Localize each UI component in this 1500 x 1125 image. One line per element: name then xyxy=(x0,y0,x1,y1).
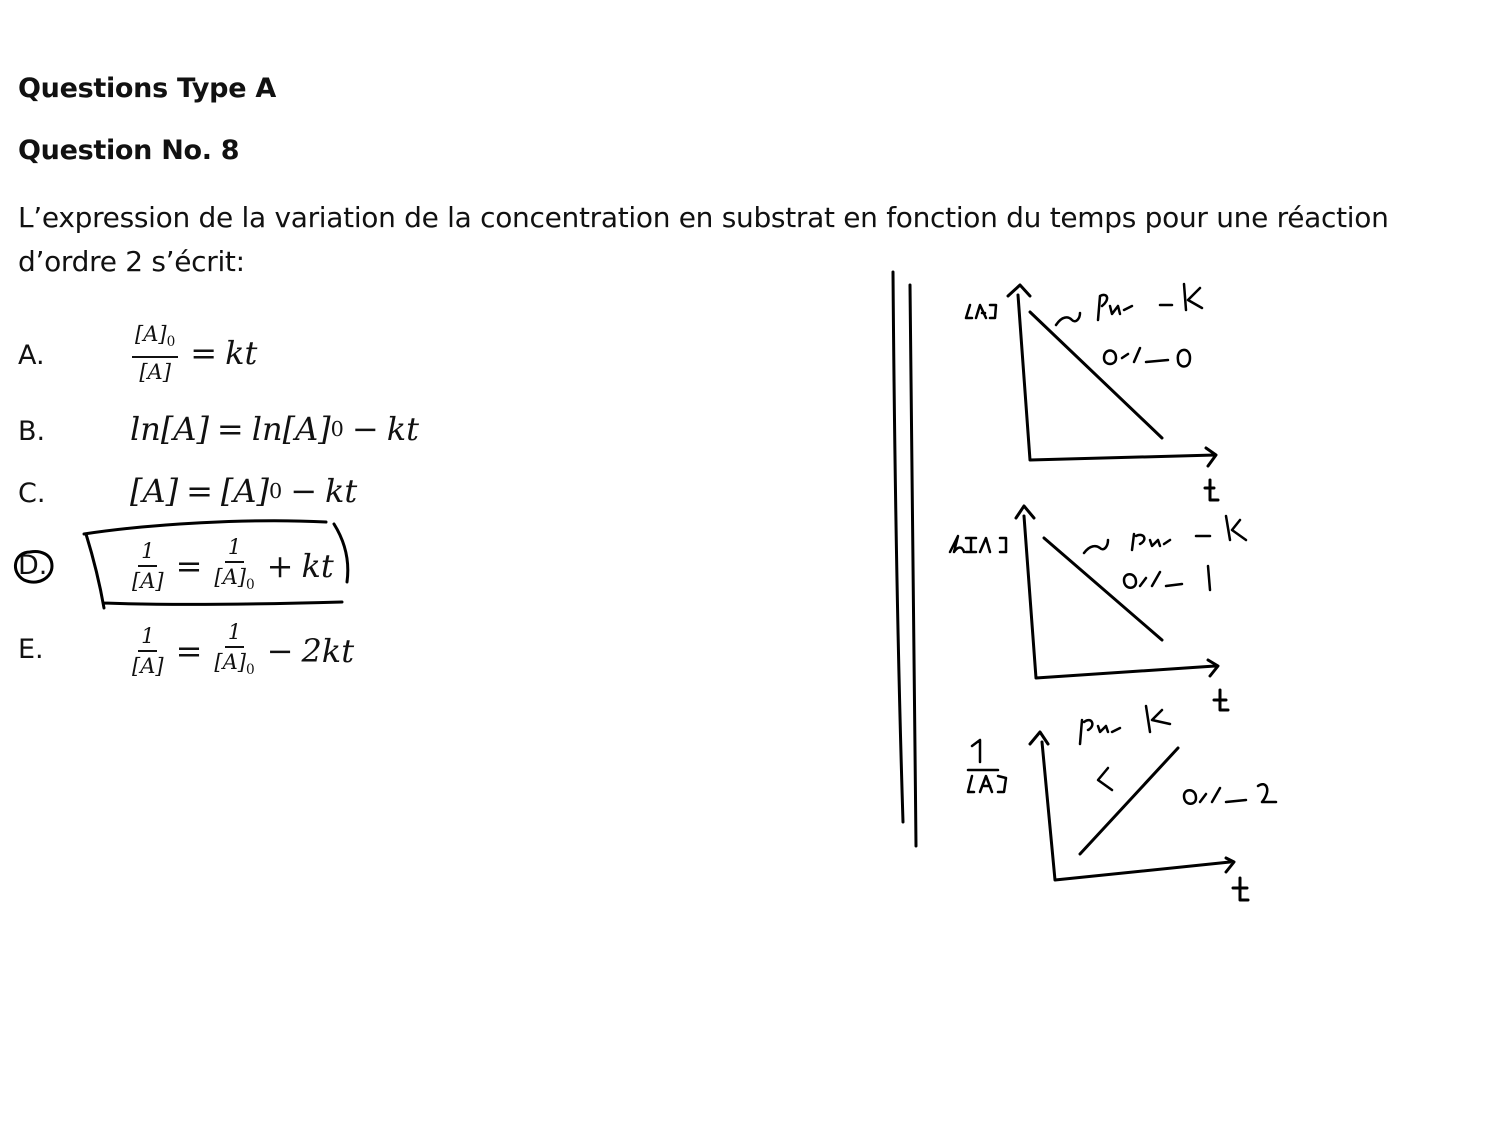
graph-order-0 xyxy=(966,284,1218,500)
divider-line xyxy=(893,272,916,846)
option-c-letter[interactable]: C. xyxy=(18,478,46,509)
option-d-formula[interactable]: $\frac{1}{[A]}$ = $\frac{1}{[A]_0}$ + kt xyxy=(132,535,334,594)
answer-box-mark xyxy=(84,521,348,608)
option-a-formula[interactable]: $\frac{[A]_0}{[A]}$ = kt xyxy=(128,322,257,384)
stem-line-2: d’ordre 2 s’écrit: xyxy=(18,245,245,278)
stem-line-1: L’expression de la variation de la concentration en substrat en fonction du temps pour une réaction xyxy=(18,201,1389,234)
section-heading: Questions Type A xyxy=(18,73,276,104)
graph-order-2 xyxy=(968,706,1276,900)
fraction: $\frac{[A]_0}{[A]}$ xyxy=(132,322,178,384)
answer-circle-mark xyxy=(15,552,52,583)
option-b-letter[interactable]: B. xyxy=(18,416,46,447)
option-c-formula[interactable]: [A] = [A] 0 − kt xyxy=(130,472,358,510)
graph-order-1 xyxy=(950,506,1246,710)
option-d-letter[interactable]: D. xyxy=(18,550,48,581)
question-number: Question No. 8 xyxy=(18,135,240,166)
option-e-formula[interactable]: $\frac{1}{[A]}$ = $\frac{1}{[A]_0}$ − 2kt xyxy=(132,620,355,679)
option-b-formula[interactable]: ln[A] = ln[A] 0 − kt xyxy=(130,410,419,448)
option-a-letter[interactable]: A. xyxy=(18,340,45,371)
option-e-letter[interactable]: E. xyxy=(18,634,44,665)
